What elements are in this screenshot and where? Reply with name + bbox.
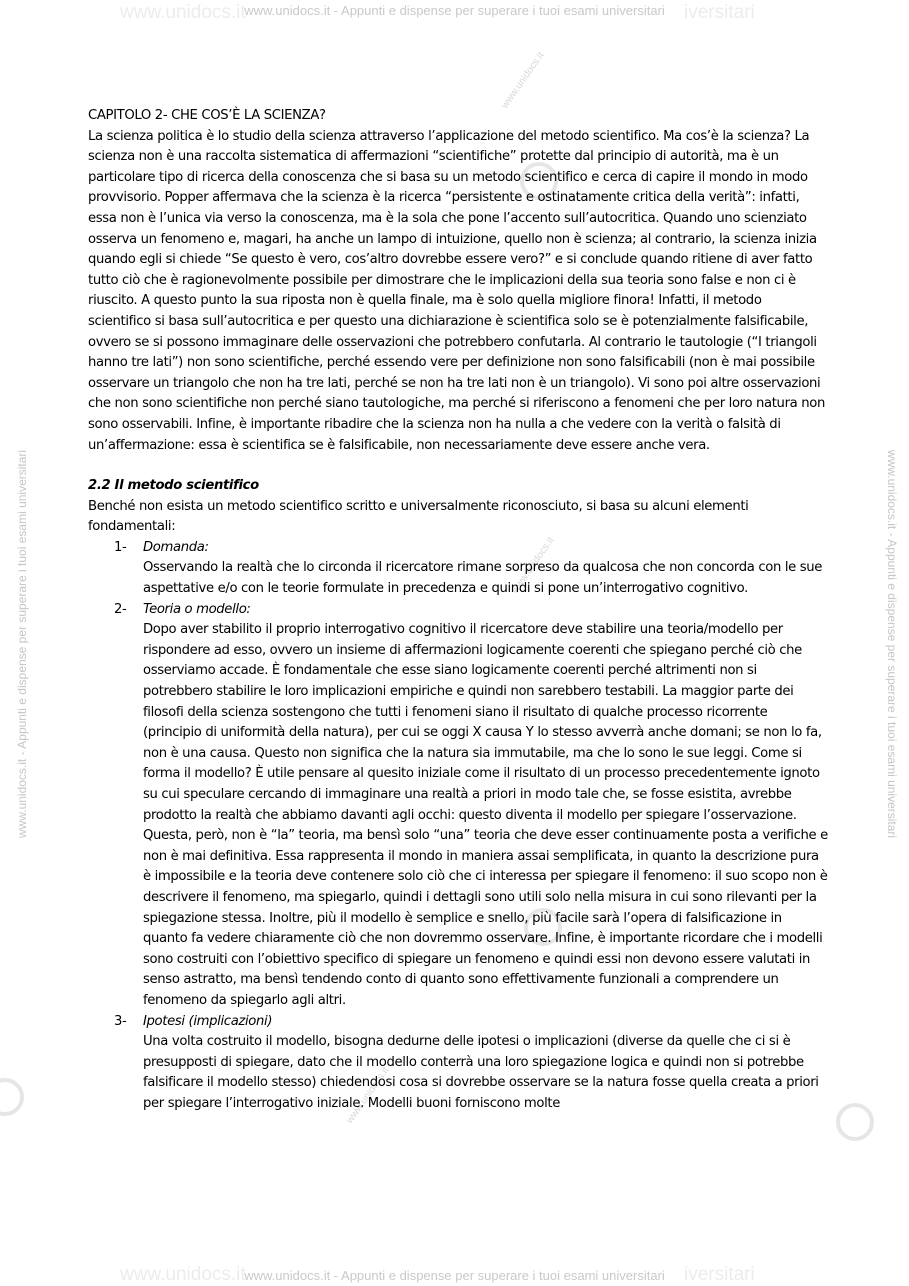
list-item-number: 1-: [114, 539, 127, 555]
list-item-text: Osservando la realtà che lo circonda il ricercatore rimane sorpreso da qualcosa che non concorda con le sue aspettative e/o con le teorie formulate in precedenza e quindi si pone un’interrogativo cognitivo.: [143, 560, 823, 597]
list-item-text: Una volta costruito il modello, bisogna dedurne delle ipotesi o implicazioni (diverse da quelle che ci si è presupposti di spiegare, dato che il modello conterrà una loro spiegazione logica e quindi non si potrebbe falsificare il modello stesso) chiedendosi cosa si dovrebbe osservare se la natura fosse quella creata a priori per spiegare l’interrogativo iniziale. Modelli buoni forniscono molte: [143, 1034, 819, 1111]
diagonal-watermark: www.unidocs.it: [509, 535, 557, 596]
method-steps-list: [88, 538, 828, 1115]
side-watermark-left: www.unidocs.it - Appunti e dispense per superare i tuoi esami universitari: [15, 449, 29, 839]
watermark-logo-icon: [836, 1103, 874, 1141]
intro-paragraph: La scienza politica è lo studio della scienza attraverso l’applicazione del metodo scientifico. Ma cos’è la scienza? La scienza non è una raccolta sistematica di affermazioni “scientifiche” protette dal principio di autorità, ma è un particolare tipo di ricerca della conoscenza che si basa su un metodo scientifico e cerca di capire il mondo in modo provvisorio. Popper affermava che la scienza è la ricerca “persistente e ostinatamente critica della verità”: infatti, essa non è l’unica via verso la conoscenza, ma è la sola che pone l’accento sull’autocritica. Quando uno scienziato osserva un fenomeno e, magari, ha anche un lampo di intuizione, quello non è scienza; al contrario, la scienza inizia quando egli si chiede “Se questo è vero, cos’altro dovrebbe essere vero?” e si conclude quando ritiene di aver fatto tutto ciò che è ragionevolmente possibile per dimostrare che le implicazioni della sua teoria sono false e non ci è riuscito. A questo punto la sua riposta non è quella finale, ma è solo quella migliore finora! Infatti, il metodo scientifico si basa sull’autocritica e per questo una dichiarazione è scientifica solo se è potenzialmente falsificabile, ovvero se si possono immaginare delle osservazioni che potrebbero confutarla. Al contrario le tautologie (“I triangoli hanno tre lati”) non sono scientifiche, perché essendo vere per definizione non sono falsificabili (non è mai possibile osservare un triangolo che non ha tre lati, perché se non ha tre lati non è un triangolo). Vi sono poi altre osservazioni che non sono scientifiche non perché siano tautologiche, ma perché si riferiscono a fenomeni che per loro natura non sono osservabili. Infine, è importante ribadire che la scienza non ha nulla a che vedere con la verità o falsità di un’affermazione: essa è scientifica se è falsificabile, non necessariamente deve essere anche vera.: [88, 128, 825, 453]
list-item-title: Ipotesi (implicazioni): [143, 1013, 273, 1029]
diagonal-watermark: www.unidocs.it: [499, 50, 547, 111]
footer-watermark: www.unidocs.it - Appunti e dispense per superare i tuoi esami universitari: [244, 1268, 665, 1283]
list-item: [88, 600, 828, 1012]
list-item-title: Domanda:: [143, 539, 209, 555]
watermark-faint-right-bottom: iversitari: [684, 1264, 755, 1285]
list-item-number: 3-: [114, 1013, 127, 1029]
section-title: 2.2 Il metodo scientifico: [88, 478, 259, 494]
watermark-faint-left-bottom: www.unidocs.it: [120, 1264, 246, 1285]
chapter-title: CAPITOLO 2- CHE COS’È LA SCIENZA?: [88, 108, 326, 123]
list-item: [88, 538, 828, 600]
watermark-faint-left: www.unidocs.it: [120, 2, 246, 23]
watermark-faint-right: iversitari: [684, 2, 755, 23]
header-watermark: www.unidocs.it - Appunti e dispense per superare i tuoi esami universitari: [244, 3, 665, 18]
list-item-text: Dopo aver stabilito il proprio interrogativo cognitivo il ricercatore deve stabilire una teoria/modello per rispondere ad esso, ovvero un insieme di affermazioni logicamente coerenti che spiegano perché ciò che osserviamo accade. È fondamentale che esse siano logicamente coerenti perché altrimenti non si potrebbero stabilire le loro implicazioni empiriche e quindi non sarebbero testabili. La maggior parte dei filosofi della scienza sostengono che tutti i fenomeni siano il risultato di qualche processo ricorrente (principio di uniformità della natura), per cui se oggi X causa Y lo stesso avverrà anche domani; se non lo fa, non è una causa. Questo non significa che la natura sia immutabile, ma che lo sono le sue leggi. Come si forma il modello? È utile pensare al quesito iniziale come il risultato di un processo precedentemente ignoto su cui speculare cercando di immaginare una realtà a priori in modo tale che, se fosse esistita, avrebbe prodotto la realtà che abbiamo davanti agli occhi: questo diventa il modello per spiegare l’osservazione. Questa, però, non è “la” teoria, ma bensì solo “una” teoria che deve esser continuamente posta a verifiche e non è mai definitiva. Essa rappresenta il mondo in maniera assai semplificata, in quanto la descrizione pura è impossibile e la teoria deve contenere solo ciò che ci interessa per spiegare il fenomeno: il suo scopo non è descrivere il fenomeno, ma spiegarlo, quindi i dettagli sono utili solo nella misura in cui sono rilevanti per la spiegazione stessa. Inoltre, più il modello è semplice e snello, più facile sarà l’opera di falsificazione in quanto fa vedere chiaramente ciò che non dovremmo osservare. Infine, è importante ricordare che i modelli sono costruiti con l’obiettivo specifico di spiegare un fenomeno e quindi essi non devono essere valutati in senso astratto, ma bensì tendendo conto di quanto sono effettivamente funzionali a comprendere un fenomeno da spiegarlo agli altri.: [143, 622, 828, 1008]
diagonal-watermark: www.unidocs.it: [344, 1065, 392, 1126]
watermark-logo-icon: [0, 1078, 24, 1116]
list-item-title: Teoria o modello:: [143, 601, 251, 617]
document-body: [88, 106, 828, 1115]
list-item-number: 2-: [114, 601, 127, 617]
section-intro: Benché non esista un metodo scientifico scritto e universalmente riconosciuto, si basa su alcuni elementi fondamentali:: [88, 498, 749, 535]
side-watermark-right: www.unidocs.it - Appunti e dispense per superare i tuoi esami universitari: [885, 449, 899, 839]
list-item: [88, 1012, 828, 1115]
